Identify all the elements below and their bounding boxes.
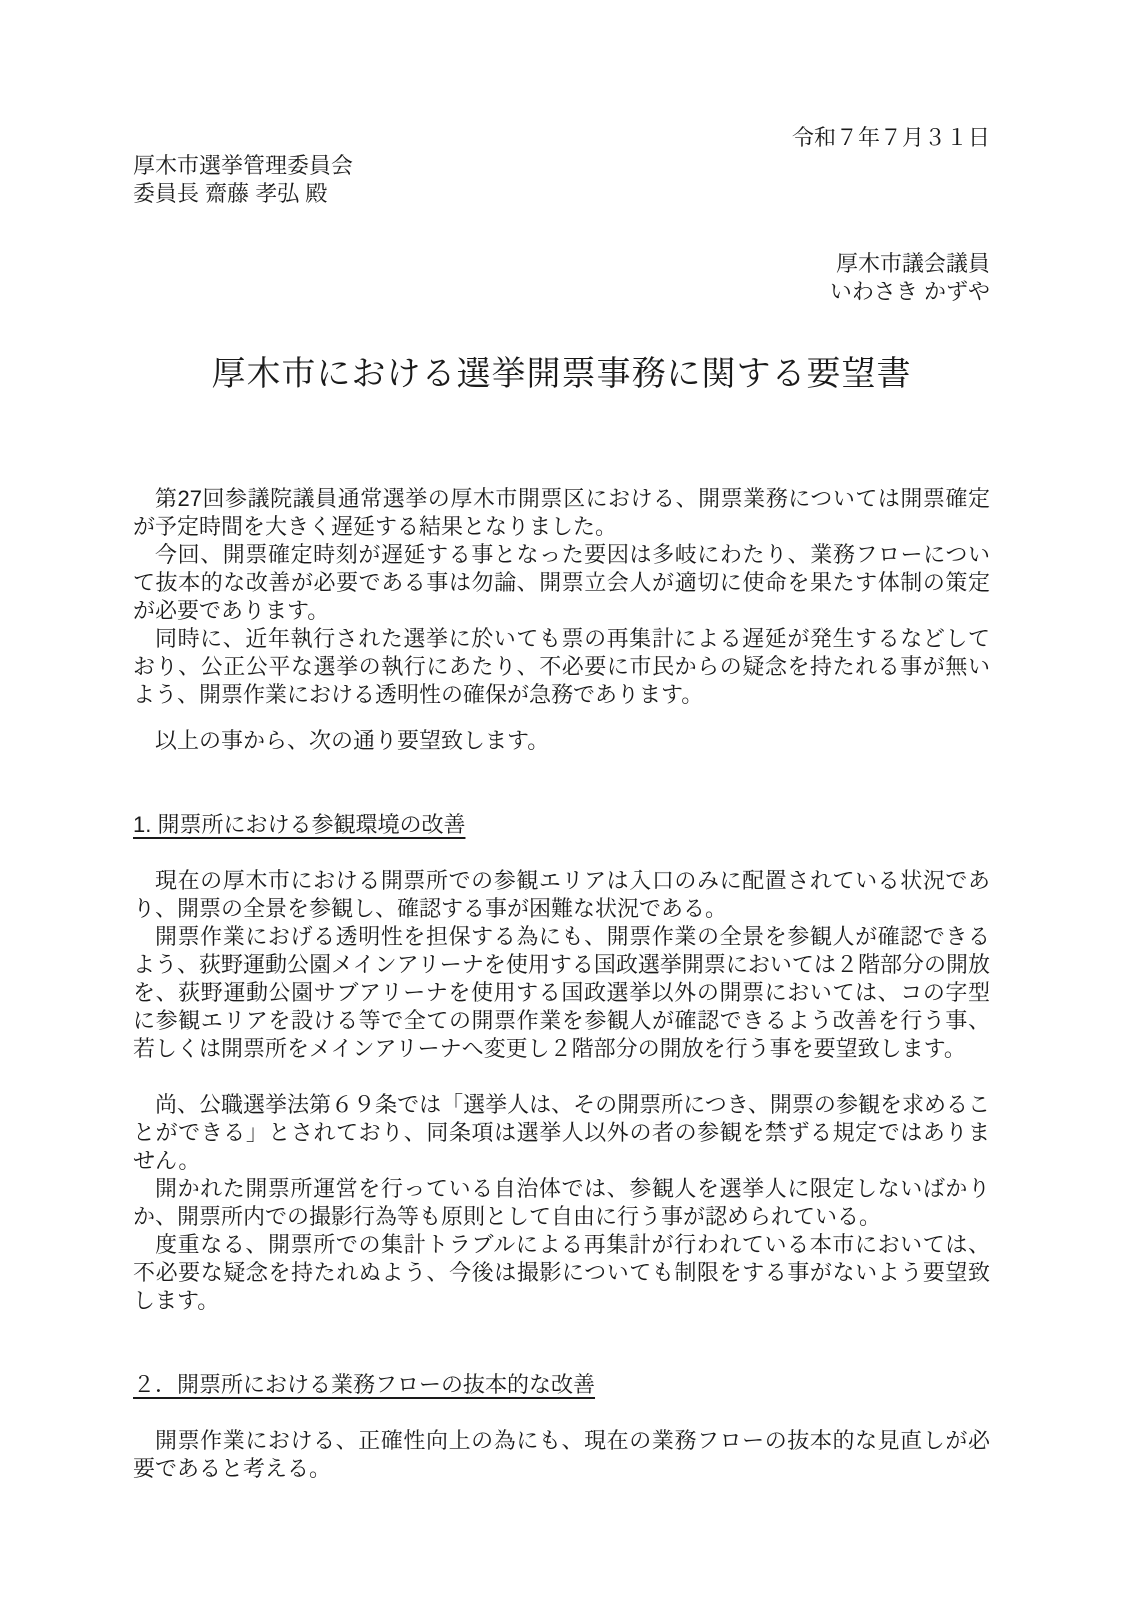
recipient-block [133, 152, 990, 208]
sender-name: いわさき かずや [829, 279, 990, 304]
intro-paragraph: 今回、開票確定時刻が遅延する事となった要因は多岐にわたり、業務フローについて抜本的な改善が必要である事は勿論、開票立会人が適切に使命を果たす体制の策定が必要であります。 [133, 542, 990, 623]
sender-block [133, 250, 990, 306]
intro-paragraph: 第27回参議院議員通常選挙の厚木市開票区における、開票業務については開票確定が予定時間を大きく遅延する結果となりました。 [133, 486, 990, 539]
section-1-heading [133, 811, 990, 839]
section-2-heading [133, 1371, 990, 1399]
section-1-paragraph: 開票作業におげる透明性を担保する為にも、開票作業の全景を参観人が確認できるよう、荻野運動公園メインアリーナを使用する国政選挙開票においては２階部分の開放を、荻野運動公園サブアリーナを使用する国政選挙以外の開票においては、コの字型に参観エリアを設ける等で全ての開票作業を参観人が確認できるよう改善を行う事、若しくは開票所をメインアリーナへ変更し２階部分の開放を行う事を要望致します。 [133, 924, 990, 1061]
document-date: 令和７年７月３１日 [791, 125, 990, 150]
intro-paragraph: 同時に、近年執行された選挙に於いても票の再集計による遅延が発生するなどしており、公正公平な選挙の執行にあたり、不必要に市民からの疑念を持たれる事が無いよう、開票作業における透明性の確保が急務であります。 [133, 626, 990, 707]
section-1-paragraph: 開かれた開票所運営を行っている自治体では、参観人を選挙人に限定しないばかりか、開票所内での撮影行為等も原則として自由に行う事が認められている。 [133, 1176, 990, 1229]
section-1-paragraph: 現在の厚木市における開票所での参観エリアは入口のみに配置されている状況であり、開票の全景を参観し、確認する事が困難な状況である。 [133, 868, 990, 921]
section-1-paragraph: 度重なる、開票所での集計トラブルによる再集計が行われている本市においては、不必要な疑念を持たれぬよう、今後は撮影についても制限をする事がないよう要望致します。 [133, 1232, 990, 1313]
sender-title: 厚木市議会議員 [835, 251, 990, 276]
section-1-paragraph: 尚、公職選挙法第６９条では「選挙人は、その開票所につき、開票の参観を求めることができる」とされており、同条項は選挙人以外の者の参観を禁ずる規定ではありません。 [133, 1092, 990, 1173]
recipient-person: 委員長 齋藤 孝弘 殿 [133, 181, 328, 206]
section-2-heading-text: ２．開票所における業務フローの抜本的な改善 [133, 1372, 596, 1397]
document-title: 厚木市における選挙開票事務に関する要望書 [211, 355, 912, 393]
section-2-paragraph: 開票作業における、正確性向上の為にも、現在の業務フローの抜本的な見直しが必要であると考える。 [133, 1428, 990, 1481]
recipient-organization: 厚木市選挙管理委員会 [133, 153, 354, 178]
lead-in-paragraph: 以上の事から、次の通り要望致します。 [155, 728, 550, 753]
section-1-heading-text: 1. 開票所における参観環境の改善 [133, 812, 466, 837]
